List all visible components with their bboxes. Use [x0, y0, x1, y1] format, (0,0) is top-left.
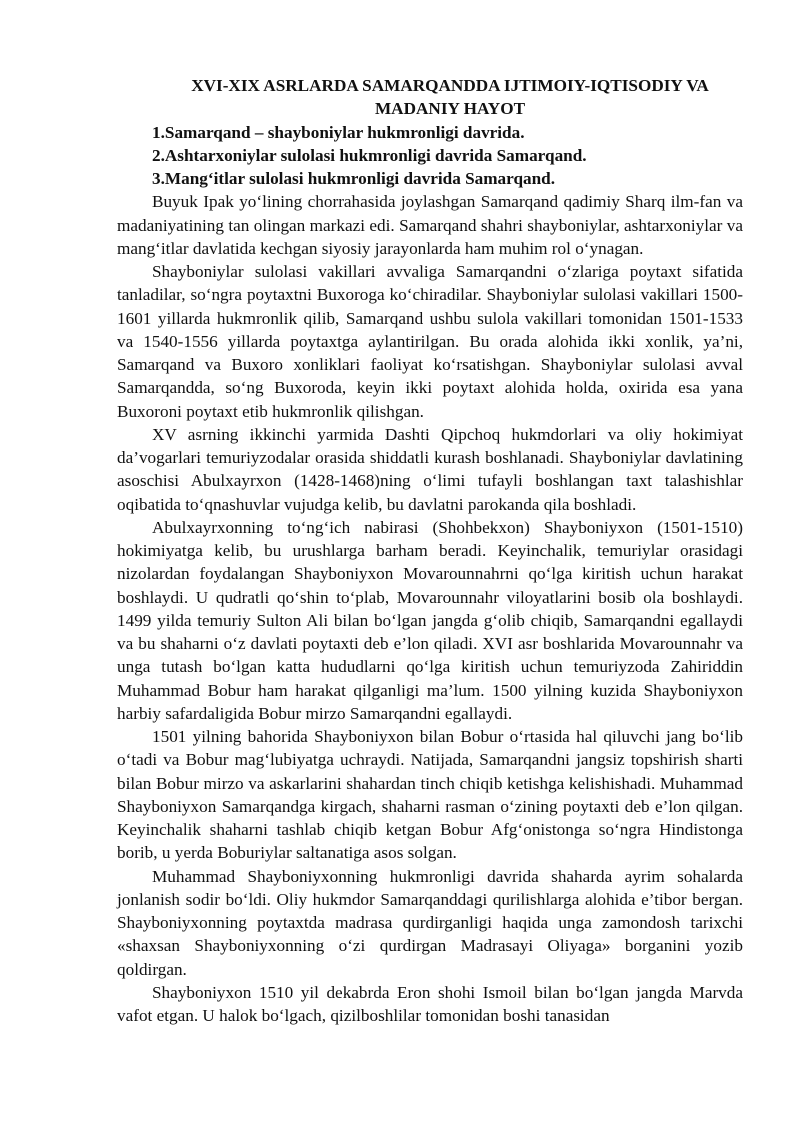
outline-item: 3.Mang‘itlar sulolasi hukmronligi davrida Samarqand.	[152, 169, 556, 188]
paragraph: 1501 yilning bahorida Shayboniyxon bilan Bobur o‘rtasida hal qiluvchi jang bo‘lib o‘tadi va Bobur mag‘lubiyatga uchraydi. Natijada, Samarqandni jangsiz topshirish sharti bilan Bobur mirzo va askarlarini shahardan tinch chiqib ketishga kelishishadi. Muhammad Shayboniyxon Samarqandga kirgach, shaharni rasman o‘zining poytaxti deb e’lon qilgan. Keyinchalik shaharni tashlab chiqib ketgan Bobur Afg‘onistonga so‘ngra Hindistonga borib, u yerda Boburiylar saltanatiga asos solgan.	[117, 727, 743, 863]
outline-item: 2.Ashtarxoniylar sulolasi hukmronligi davrida Samarqand.	[152, 145, 587, 165]
paragraph: Shayboniylar sulolasi vakillari avvaliga Samarqandni o‘zlariga poytaxt sifatida tanladilar, so‘ngra poytaxtni Buxoroga ko‘chiradilar. Shayboniylar sulolasi vakillari 1500-1601 yillarda hukmronlik qilib, Samarqand ushbu sulola vakillari tomonidan 1501-1533 va 1540-1556 yillarda poytaxtga aylantirilgan. Bu orada alohida ikki xonlik, ya’ni, Samarqand va Buxoro xonliklari faoliyat ko‘rsatishgan. Shayboniylar sulolasi avval Samarqandda, so‘ng Buxoroda, keyin ikki poytaxt alohida holda, oxirida esa yana Buxoroni poytaxt etib hukmronlik qilishgan.	[117, 262, 743, 421]
paragraph: XV asrning ikkinchi yarmida Dashti Qipchoq hukmdorlari va oliy hokimiyat da’vogarlari temuriyzodalar orasida shiddatli kurash boshlanadi. Shayboniylar davlatining asoschisi Abulxayrxon (1428-1468)ning o‘limi tufayli boshlangan taxt talashishlar oqibatida to‘qnashuvlar vujudga kelib, bu davlatni parokanda qila boshladi.	[117, 424, 743, 514]
topic-outline	[117, 121, 743, 191]
paragraph: Muhammad Shayboniyxonning hukmronligi davrida shaharda ayrim sohalarda jonlanish sodir bo‘ldi. Oliy hukmdor Samarqanddagi qurilishlarga alohida e’tibor bergan. Shayboniyxonning poytaxtda madrasa qurdirganligi haqida unga zamondosh tarixchi «shaxsan Shayboniyxonning o‘zi qurdirgan Madrasayi Oliyaga» borganini yozib qoldirgan.	[117, 866, 743, 979]
document-page	[117, 74, 743, 1027]
paragraph: Buyuk Ipak yo‘lining chorrahasida joylashgan Samarqand qadimiy Sharq ilm-fan va madaniyatining tan olingan markazi edi. Samarqand shahri shayboniylar, ashtarxoniylar va mang‘itlar davlatida kechgan siyosiy jarayonlarda ham muhim rol o‘ynagan.	[117, 192, 743, 258]
document-title: XVI-XIX ASRLARDA SAMARQANDDA IJTIMOIY-IQTISODIY VA MADANIY HAYOT	[191, 76, 709, 119]
paragraph: Abulxayrxonning to‘ng‘ich nabirasi (Shohbekxon) Shayboniyxon (1501-1510) hokimiyatga kelib, bu urushlarga barham beradi. Keyinchalik, temuriylar orasidagi nizolardan foydalangan Shayboniyxon Movarounnahrni qo‘lga kiritish uchun harakat boshlaydi. U qudratli qo‘shin to‘plab, Movarounnahr viloyatlarini bosib ola boshlaydi. 1499 yilda temuriy Sulton Ali bilan bo‘lgan jangda g‘olib chiqib, Samarqandni egallaydi va bu shaharni o‘z davlati poytaxti deb e’lon qiladi. XVI asr boshlarida Movarounnahr va unga tutash bo‘lgan katta hududlarni qo‘lga kiritish uchun temuriyzoda Zahiriddin Muhammad Bobur ham harakat qilganligi ma’lum. 1500 yilning kuzida Shayboniyxon harbiy safardaligida Bobur mirzo Samarqandni egallaydi.	[117, 517, 743, 723]
document-body	[117, 190, 743, 1027]
paragraph: Shayboniyxon 1510 yil dekabrda Eron shohi Ismoil bilan bo‘lgan jangda Marvda vafot etgan. U halok bo‘lgach, qizilboshlilar tomonidan boshi tanasidan	[117, 982, 743, 1025]
outline-item: 1.Samarqand – shayboniylar hukmronligi davrida.	[152, 122, 525, 142]
